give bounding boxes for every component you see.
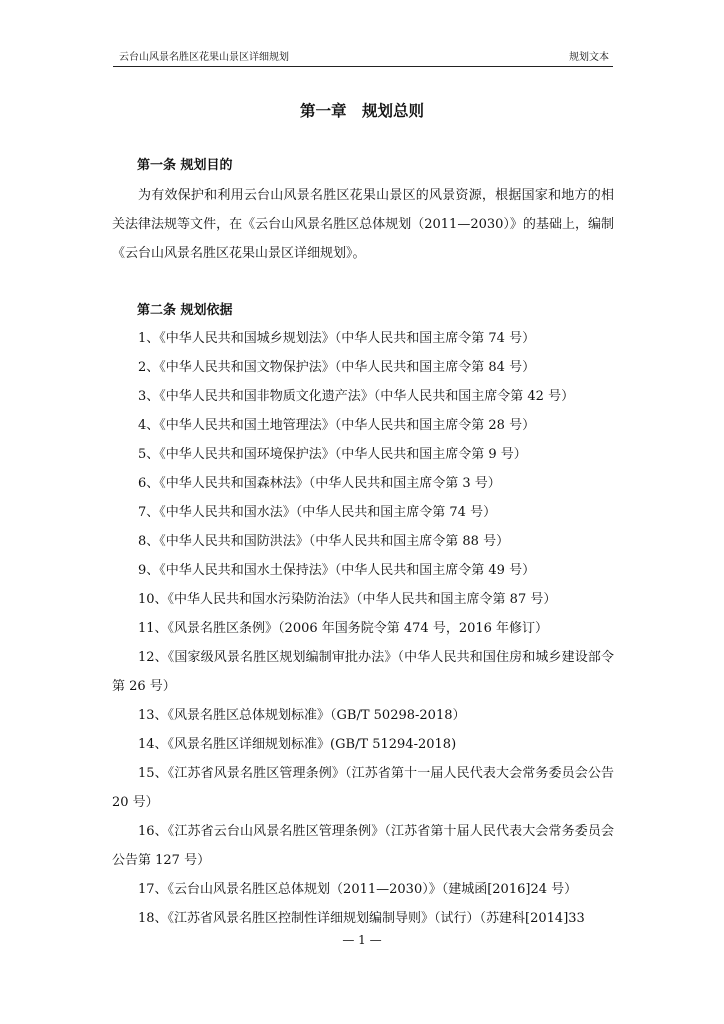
- article-2-title: 第二条 规划依据: [137, 303, 233, 318]
- list-item: 2、《中华人民共和国文物保护法》（中华人民共和国主席令第 84 号）: [138, 360, 536, 375]
- list-item: 7、《中华人民共和国水法》（中华人民共和国主席令第 74 号）: [138, 505, 497, 520]
- list-item: 16、《江苏省云台山风景名胜区管理条例》（江苏省第十届人民代表大会常务委员会公告第 127 号）: [112, 824, 614, 868]
- list-item: 3、《中华人民共和国非物质文化遗产法》（中华人民共和国主席令第 42 号）: [138, 389, 575, 404]
- list-item: 18、《江苏省风景名胜区控制性详细规划编制导则》（试行）（苏建科[2014]33: [138, 911, 585, 926]
- list-item: 9、《中华人民共和国水土保持法》（中华人民共和国主席令第 49 号）: [138, 563, 536, 578]
- header-document-type: 规划文本: [569, 52, 609, 63]
- list-item: 10、《中华人民共和国水污染防治法》（中华人民共和国主席令第 87 号）: [138, 592, 557, 607]
- article-1-body: [112, 181, 614, 268]
- list-item: 4、《中华人民共和国土地管理法》（中华人民共和国主席令第 28 号）: [138, 418, 536, 433]
- list-item: 17、《云台山风景名胜区总体规划（2011—2030）》（建城函[2016]24 号）: [138, 882, 578, 897]
- list-item: 5、《中华人民共和国环境保护法》（中华人民共和国主席令第 9 号）: [138, 447, 527, 462]
- list-item: 8、《中华人民共和国防洪法》（中华人民共和国主席令第 88 号）: [138, 534, 510, 549]
- chapter-title: 第一章 规划总则: [299, 102, 424, 120]
- list-item: 1、《中华人民共和国城乡规划法》（中华人民共和国主席令第 74 号）: [138, 331, 536, 346]
- list-item: 6、《中华人民共和国森林法》（中华人民共和国主席令第 3 号）: [138, 476, 501, 491]
- list-item: 15、《江苏省风景名胜区管理条例》（江苏省第十一届人民代表大会常务委员会公告 20 号）: [112, 766, 614, 810]
- list-item: 14、《风景名胜区详细规划标准》(GB/T 51294-2018): [138, 737, 457, 752]
- list-item: 11、《风景名胜区条例》（2006 年国务院令第 474 号，2016 年修订）: [138, 621, 549, 636]
- page-header: [113, 52, 613, 67]
- list-item: 12、《国家级风景名胜区规划编制审批办法》（中华人民共和国住房和城乡建设部令第 26 号）: [112, 650, 614, 694]
- article-2-list: [112, 324, 614, 933]
- article-1-paragraph: 为有效保护和利用云台山风景名胜区花果山景区的风景资源，根据国家和地方的相关法律法规等文件，在《云台山风景名胜区总体规划（2011—2030）》的基础上，编制《云台山风景名胜区花果山景区详细规划》。: [112, 188, 614, 261]
- page-number: — 1 —: [342, 933, 382, 947]
- header-document-title: 云台山风景名胜区花果山景区详细规划: [119, 52, 289, 63]
- article-1-title: 第一条 规划目的: [137, 158, 233, 173]
- list-item: 13、《风景名胜区总体规划标准》（GB/T 50298-2018）: [138, 708, 466, 723]
